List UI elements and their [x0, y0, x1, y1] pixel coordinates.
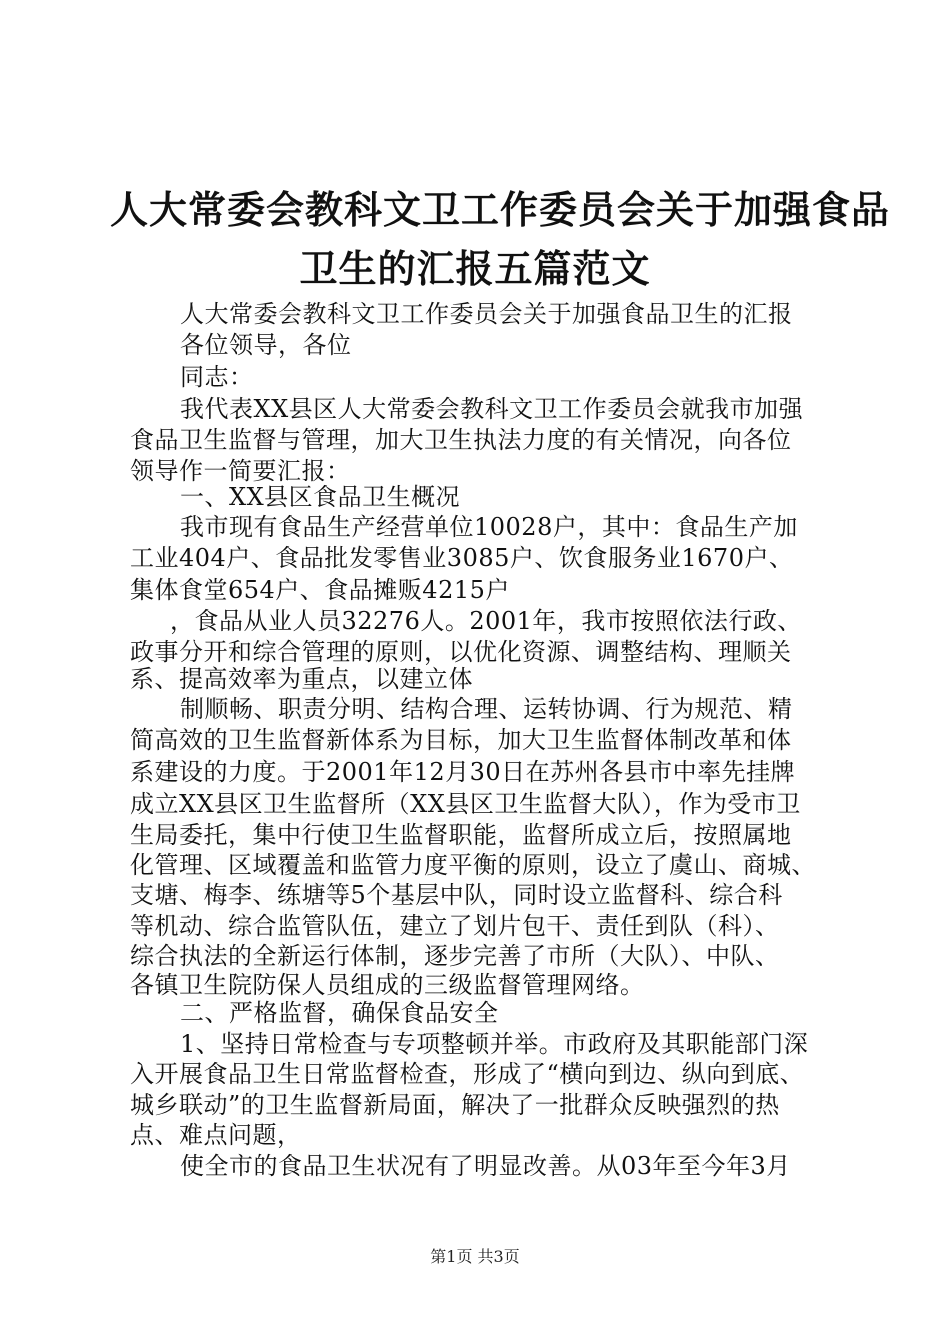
- section-heading: 一、XX县区食品卫生概况: [180, 483, 461, 511]
- body-line: 制顺畅、职责分明、结构合理、运转协调、行为规范、精: [180, 695, 793, 723]
- body-line: 领导作一简要汇报：: [130, 457, 351, 485]
- body-line: 食品卫生监督与管理，加大卫生执法力度的有关情况，向各位: [130, 426, 792, 454]
- body-line: 入开展食品卫生日常监督检查，形成了“横向到边、纵向到底、: [130, 1060, 805, 1088]
- page-number-footer: 第1页 共3页: [430, 1247, 520, 1266]
- body-line: 政事分开和综合管理的原则，以优化资源、调整结构、理顺关: [130, 638, 792, 666]
- body-line: 系、提高效率为重点，以建立体: [130, 665, 473, 693]
- body-line: 等机动、综合监管队伍，建立了划片包干、责任到队（科）、: [130, 912, 780, 940]
- body-line: 集体食堂654户、食品摊贩4215户: [130, 576, 510, 604]
- body-line: 人大常委会教科文卫工作委员会关于加强食品卫生的汇报: [180, 300, 793, 328]
- body-line: 1、坚持日常检查与专项整顿并举。市政府及其职能部门深: [180, 1030, 809, 1058]
- body-line: 各位领导，各位: [180, 331, 352, 359]
- body-line: 城乡联动”的卫生监督新局面，解决了一批群众反映强烈的热: [130, 1091, 780, 1119]
- body-line: 成立XX县区卫生监督所（XX县区卫生监督大队），作为受市卫: [130, 790, 801, 818]
- body-line: 综合执法的全新运行体制，逐步完善了市所（大队）、中队、: [130, 942, 780, 970]
- body-line: 支塘、梅李、练塘等5个基层中队，同时设立监督科、综合科: [130, 881, 783, 909]
- document-title-line-2: 卫生的汇报五篇范文: [299, 246, 651, 291]
- document-title-line-1: 人大常委会教科文卫工作委员会关于加强食品: [110, 187, 891, 232]
- body-line: 点、难点问题，: [130, 1121, 302, 1149]
- body-line: 简高效的卫生监督新体系为目标，加大卫生监督体制改革和体: [130, 726, 792, 754]
- body-line: 我代表XX县区人大常委会教科文卫工作委员会就我市加强: [180, 395, 804, 423]
- body-line: 化管理、区域覆盖和监管力度平衡的原则，设立了虞山、商城、: [130, 851, 816, 879]
- body-line: 使全市的食品卫生状况有了明显改善。从03年至今年3月: [180, 1152, 791, 1180]
- body-line: ，食品从业人员32276人。2001年，我市按照依法行政、: [170, 607, 802, 635]
- body-line: 同志：: [180, 363, 254, 391]
- body-line: 各镇卫生院防保人员组成的三级监督管理网络。: [130, 971, 645, 999]
- body-line: 工业404户、食品批发零售业3085户、饮食服务业1670户、: [130, 544, 794, 572]
- body-line: 生局委托，集中行使卫生监督职能，监督所成立后，按照属地: [130, 821, 792, 849]
- body-line: 我市现有食品生产经营单位10028户，其中：食品生产加: [180, 513, 798, 541]
- body-line: 系建设的力度。于2001年12月30日在苏州各县市中率先挂牌: [130, 758, 796, 786]
- section-heading: 二、严格监督，确保食品安全: [180, 999, 499, 1027]
